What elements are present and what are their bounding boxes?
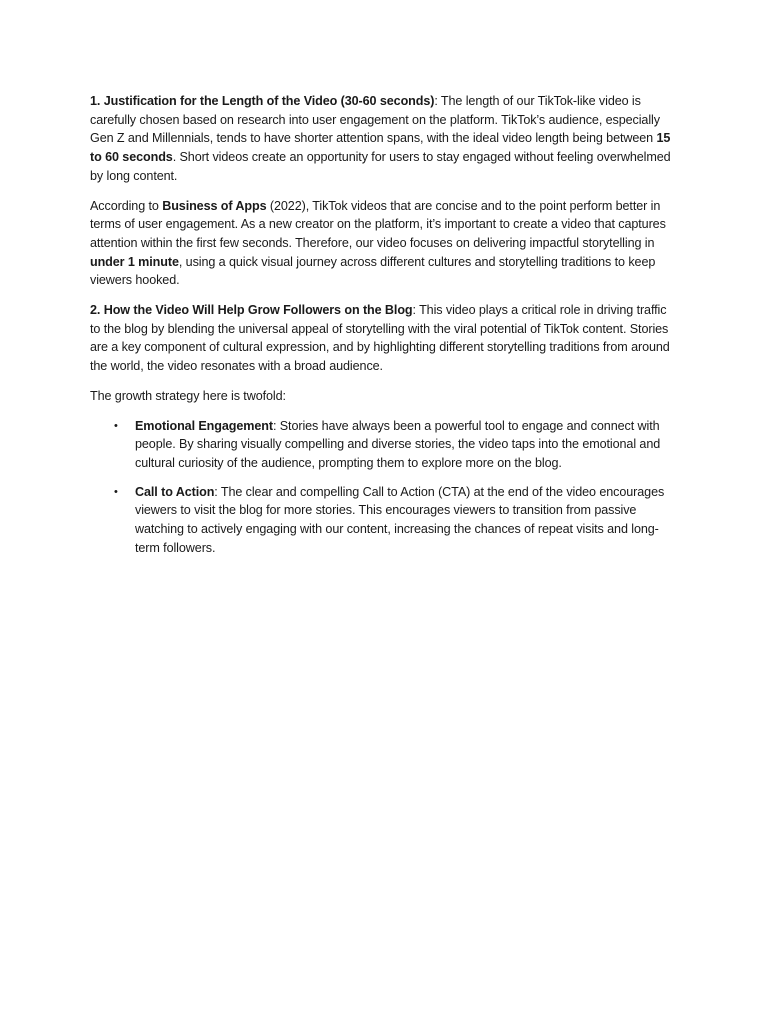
bullet-title: Call to Action — [135, 484, 215, 499]
bullet-icon: • — [114, 419, 118, 432]
list-item-call-to-action — [90, 483, 680, 558]
strategy-list — [90, 417, 680, 558]
section-2-paragraph — [90, 301, 680, 376]
section-1-paragraph — [90, 92, 680, 186]
para-2-text-a: According to — [90, 198, 163, 213]
video-length-range: 15 to 60 seconds — [90, 131, 671, 165]
bullet-text: : The clear and compelling Call to Action (CTA) at the end of the video encourages viewers to visit the blog for more stories. This encourages viewers to transition from passive watching to actively engaging with our content, increasing the chances of repeat visits and long-term followers. — [135, 484, 665, 555]
section-2-text: : This video plays a critical role in driving traffic to the blog by blending the universal appeal of storytelling with the viral potential of TikTok content. Stories are a key component of cultural expression, and by highlighting different storytelling traditions from around the world, the video resonates with a broad audience. — [90, 303, 670, 374]
para-2-text-b: (2022), TikTok videos that are concise and to the point perform better in terms of user engagement. As a new creator on the platform, it’s important to create a video that captures attention within the first few seconds. Therefore, our video focuses on delivering impactful storytelling in — [90, 198, 666, 250]
strategy-intro: The growth strategy here is twofold: — [90, 388, 286, 403]
document-page — [90, 92, 680, 567]
section-1-heading: 1. Justification for the Length of the Video (30-60 seconds) — [90, 94, 435, 108]
list-item-emotional-engagement — [90, 417, 680, 473]
bullet-icon: • — [114, 485, 118, 498]
source-name: Business of Apps — [162, 198, 267, 213]
para-2-text-c: , using a quick visual journey across different cultures and storytelling traditions to keep viewers hooked. — [90, 254, 656, 288]
section-2-heading: 2. How the Video Will Help Grow Followers on the Blog — [90, 303, 413, 318]
duration-emphasis: under 1 minute — [90, 254, 179, 269]
business-of-apps-paragraph — [90, 197, 680, 291]
bullet-text: : Stories have always been a powerful tool to engage and connect with people. By sharing visually compelling and diverse stories, the video taps into the emotional and cultural curiosity of the audience, prompting them to explore more on the blog. — [135, 418, 661, 470]
section-1-text-b: . Short videos create an opportunity for users to stay engaged without feeling overwhelmed by long content. — [90, 150, 671, 183]
section-1-text-a: : The length of our TikTok-like video is carefully chosen based on research into user engagement on the platform. TikTok’s audience, especially Gen Z and Millennials, tends to have shorter attention spans, with the ideal video length being between — [90, 94, 660, 146]
bullet-title: Emotional Engagement — [135, 418, 273, 433]
